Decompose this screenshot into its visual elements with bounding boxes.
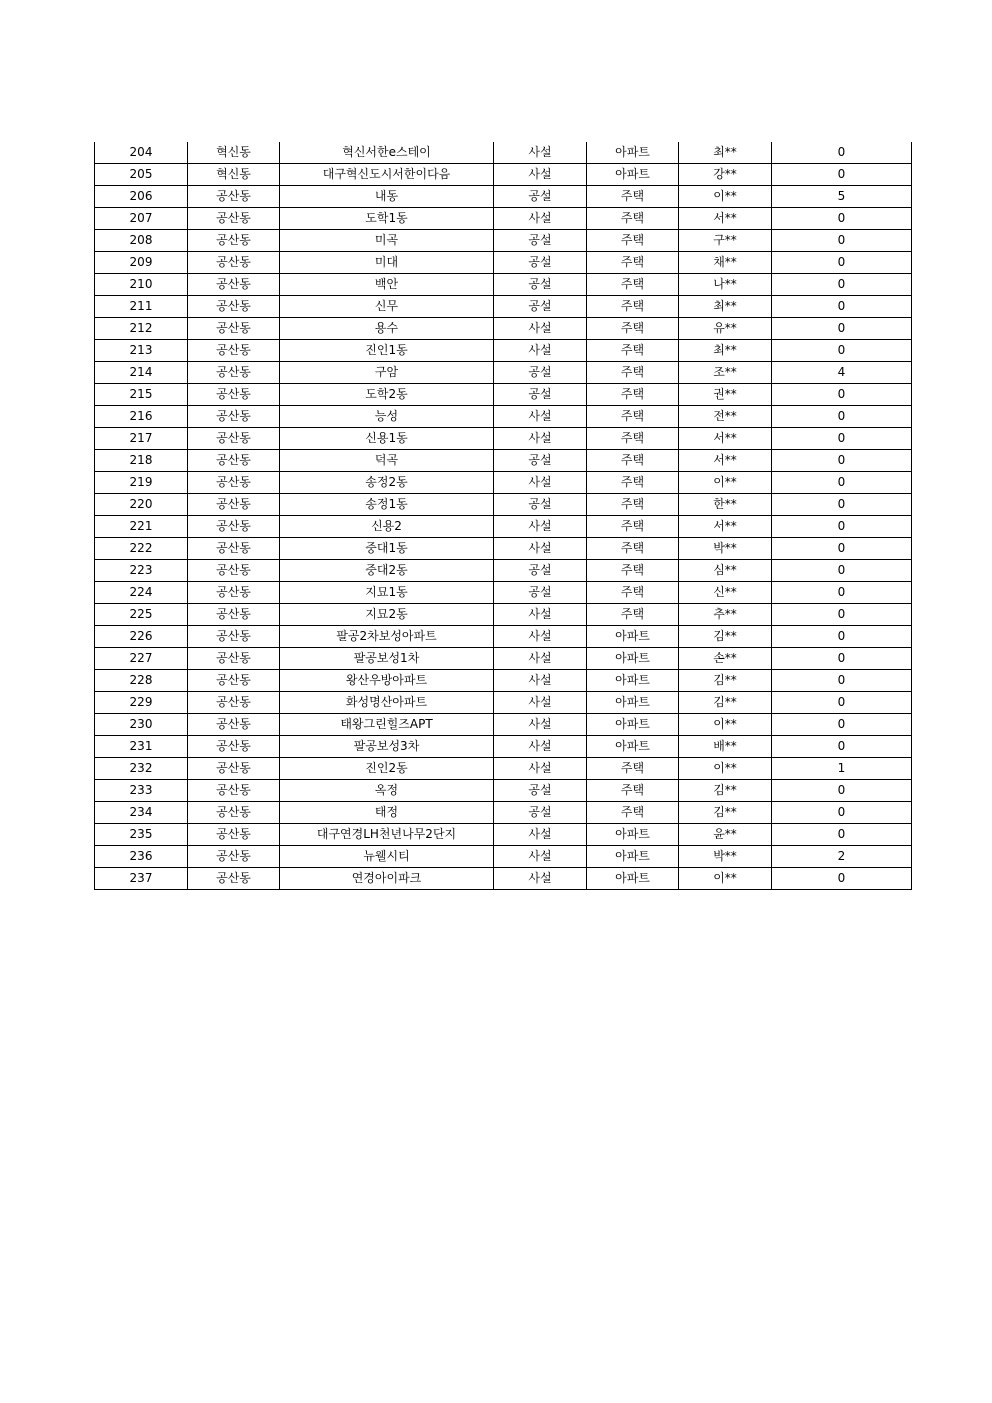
building-type-cell: 아파트 — [587, 824, 679, 846]
row-number-cell: 227 — [95, 648, 188, 670]
manager-name-cell: 손** — [679, 648, 772, 670]
district-cell: 공산동 — [188, 472, 280, 494]
place-name-cell: 진인2동 — [280, 758, 494, 780]
operator-type-cell: 사설 — [494, 692, 587, 714]
manager-name-cell: 최** — [679, 340, 772, 362]
manager-name-cell: 박** — [679, 538, 772, 560]
count-cell: 0 — [772, 692, 912, 714]
operator-type-cell: 공설 — [494, 230, 587, 252]
district-cell: 공산동 — [188, 560, 280, 582]
count-cell: 0 — [772, 450, 912, 472]
place-name-cell: 지묘2동 — [280, 604, 494, 626]
operator-type-cell: 사설 — [494, 824, 587, 846]
manager-name-cell: 강** — [679, 164, 772, 186]
table-row — [95, 802, 912, 824]
district-cell: 공산동 — [188, 846, 280, 868]
building-type-cell: 주택 — [587, 802, 679, 824]
manager-name-cell: 서** — [679, 516, 772, 538]
count-cell: 0 — [772, 604, 912, 626]
operator-type-cell: 사설 — [494, 472, 587, 494]
row-number-cell: 235 — [95, 824, 188, 846]
table-row — [95, 736, 912, 758]
row-number-cell: 232 — [95, 758, 188, 780]
district-cell: 공산동 — [188, 318, 280, 340]
table-row — [95, 406, 912, 428]
building-type-cell: 주택 — [587, 472, 679, 494]
manager-name-cell: 서** — [679, 450, 772, 472]
manager-name-cell: 배** — [679, 736, 772, 758]
operator-type-cell: 공설 — [494, 802, 587, 824]
manager-name-cell: 이** — [679, 758, 772, 780]
district-cell: 공산동 — [188, 802, 280, 824]
row-number-cell: 212 — [95, 318, 188, 340]
manager-name-cell: 김** — [679, 692, 772, 714]
district-cell: 공산동 — [188, 824, 280, 846]
operator-type-cell: 사설 — [494, 846, 587, 868]
count-cell: 0 — [772, 780, 912, 802]
table-row — [95, 538, 912, 560]
building-type-cell: 아파트 — [587, 142, 679, 164]
operator-type-cell: 사설 — [494, 142, 587, 164]
building-type-cell: 주택 — [587, 780, 679, 802]
table-row — [95, 142, 912, 164]
count-cell: 0 — [772, 340, 912, 362]
table-row — [95, 604, 912, 626]
place-name-cell: 중대2동 — [280, 560, 494, 582]
table-row — [95, 274, 912, 296]
row-number-cell: 233 — [95, 780, 188, 802]
row-number-cell: 226 — [95, 626, 188, 648]
row-number-cell: 210 — [95, 274, 188, 296]
row-number-cell: 209 — [95, 252, 188, 274]
district-cell: 공산동 — [188, 340, 280, 362]
table-row — [95, 164, 912, 186]
row-number-cell: 234 — [95, 802, 188, 824]
place-name-cell: 도학2동 — [280, 384, 494, 406]
manager-name-cell: 이** — [679, 472, 772, 494]
manager-name-cell: 김** — [679, 802, 772, 824]
place-name-cell: 태정 — [280, 802, 494, 824]
count-cell: 1 — [772, 758, 912, 780]
row-number-cell: 218 — [95, 450, 188, 472]
row-number-cell: 236 — [95, 846, 188, 868]
building-type-cell: 아파트 — [587, 670, 679, 692]
place-name-cell: 미곡 — [280, 230, 494, 252]
count-cell: 0 — [772, 296, 912, 318]
row-number-cell: 224 — [95, 582, 188, 604]
table-row — [95, 318, 912, 340]
place-name-cell: 신용1동 — [280, 428, 494, 450]
manager-name-cell: 서** — [679, 428, 772, 450]
district-cell: 공산동 — [188, 714, 280, 736]
count-cell: 0 — [772, 670, 912, 692]
manager-name-cell: 최** — [679, 142, 772, 164]
operator-type-cell: 사설 — [494, 758, 587, 780]
building-type-cell: 아파트 — [587, 626, 679, 648]
operator-type-cell: 공설 — [494, 296, 587, 318]
manager-name-cell: 서** — [679, 208, 772, 230]
data-table — [94, 142, 912, 890]
row-number-cell: 222 — [95, 538, 188, 560]
manager-name-cell: 채** — [679, 252, 772, 274]
district-cell: 혁신동 — [188, 164, 280, 186]
manager-name-cell: 전** — [679, 406, 772, 428]
place-name-cell: 옥정 — [280, 780, 494, 802]
row-number-cell: 230 — [95, 714, 188, 736]
operator-type-cell: 사설 — [494, 670, 587, 692]
row-number-cell: 207 — [95, 208, 188, 230]
operator-type-cell: 공설 — [494, 780, 587, 802]
count-cell: 0 — [772, 230, 912, 252]
operator-type-cell: 공설 — [494, 274, 587, 296]
row-number-cell: 206 — [95, 186, 188, 208]
table-row — [95, 494, 912, 516]
district-cell: 공산동 — [188, 186, 280, 208]
table-row — [95, 340, 912, 362]
table-row — [95, 758, 912, 780]
operator-type-cell: 사설 — [494, 208, 587, 230]
manager-name-cell: 박** — [679, 846, 772, 868]
operator-type-cell: 사설 — [494, 736, 587, 758]
table-row — [95, 516, 912, 538]
place-name-cell: 미대 — [280, 252, 494, 274]
district-cell: 공산동 — [188, 538, 280, 560]
operator-type-cell: 사설 — [494, 406, 587, 428]
operator-type-cell: 사설 — [494, 626, 587, 648]
table-row — [95, 868, 912, 890]
table-row — [95, 780, 912, 802]
place-name-cell: 팔공보성1차 — [280, 648, 494, 670]
count-cell: 0 — [772, 494, 912, 516]
place-name-cell: 백안 — [280, 274, 494, 296]
count-cell: 0 — [772, 560, 912, 582]
table-row — [95, 384, 912, 406]
building-type-cell: 주택 — [587, 538, 679, 560]
count-cell: 0 — [772, 868, 912, 890]
operator-type-cell: 공설 — [494, 560, 587, 582]
count-cell: 0 — [772, 736, 912, 758]
place-name-cell: 지묘1동 — [280, 582, 494, 604]
table-row — [95, 450, 912, 472]
table-row — [95, 560, 912, 582]
row-number-cell: 228 — [95, 670, 188, 692]
count-cell: 0 — [772, 252, 912, 274]
count-cell: 2 — [772, 846, 912, 868]
row-number-cell: 231 — [95, 736, 188, 758]
operator-type-cell: 공설 — [494, 252, 587, 274]
table-row — [95, 582, 912, 604]
manager-name-cell: 유** — [679, 318, 772, 340]
district-cell: 공산동 — [188, 362, 280, 384]
table-row — [95, 670, 912, 692]
building-type-cell: 아파트 — [587, 648, 679, 670]
district-cell: 혁신동 — [188, 142, 280, 164]
table-row — [95, 296, 912, 318]
operator-type-cell: 공설 — [494, 362, 587, 384]
building-type-cell: 주택 — [587, 208, 679, 230]
district-cell: 공산동 — [188, 648, 280, 670]
table-row — [95, 824, 912, 846]
building-type-cell: 주택 — [587, 384, 679, 406]
operator-type-cell: 공설 — [494, 384, 587, 406]
count-cell: 0 — [772, 824, 912, 846]
count-cell: 0 — [772, 164, 912, 186]
row-number-cell: 217 — [95, 428, 188, 450]
building-type-cell: 주택 — [587, 604, 679, 626]
district-cell: 공산동 — [188, 384, 280, 406]
manager-name-cell: 심** — [679, 560, 772, 582]
count-cell: 0 — [772, 274, 912, 296]
building-type-cell: 주택 — [587, 362, 679, 384]
building-type-cell: 주택 — [587, 230, 679, 252]
operator-type-cell: 공설 — [494, 582, 587, 604]
building-type-cell: 주택 — [587, 252, 679, 274]
row-number-cell: 223 — [95, 560, 188, 582]
table-row — [95, 362, 912, 384]
district-cell: 공산동 — [188, 670, 280, 692]
place-name-cell: 도학1동 — [280, 208, 494, 230]
row-number-cell: 225 — [95, 604, 188, 626]
place-name-cell: 중대1동 — [280, 538, 494, 560]
building-type-cell: 주택 — [587, 450, 679, 472]
count-cell: 0 — [772, 714, 912, 736]
manager-name-cell: 이** — [679, 714, 772, 736]
place-name-cell: 팔공보성3차 — [280, 736, 494, 758]
building-type-cell: 주택 — [587, 406, 679, 428]
operator-type-cell: 사설 — [494, 604, 587, 626]
table-row — [95, 714, 912, 736]
count-cell: 0 — [772, 538, 912, 560]
district-cell: 공산동 — [188, 230, 280, 252]
count-cell: 0 — [772, 384, 912, 406]
district-cell: 공산동 — [188, 758, 280, 780]
count-cell: 0 — [772, 142, 912, 164]
count-cell: 0 — [772, 626, 912, 648]
district-cell: 공산동 — [188, 406, 280, 428]
table-row — [95, 472, 912, 494]
place-name-cell: 능성 — [280, 406, 494, 428]
operator-type-cell: 공설 — [494, 450, 587, 472]
table-body — [95, 142, 912, 890]
operator-type-cell: 사설 — [494, 538, 587, 560]
manager-name-cell: 김** — [679, 670, 772, 692]
table-row — [95, 648, 912, 670]
table-row — [95, 428, 912, 450]
row-number-cell: 220 — [95, 494, 188, 516]
building-type-cell: 아파트 — [587, 692, 679, 714]
manager-name-cell: 신** — [679, 582, 772, 604]
row-number-cell: 216 — [95, 406, 188, 428]
row-number-cell: 237 — [95, 868, 188, 890]
row-number-cell: 204 — [95, 142, 188, 164]
place-name-cell: 혁신서한e스테이 — [280, 142, 494, 164]
table-row — [95, 692, 912, 714]
district-cell: 공산동 — [188, 868, 280, 890]
district-cell: 공산동 — [188, 692, 280, 714]
manager-name-cell: 권** — [679, 384, 772, 406]
building-type-cell: 주택 — [587, 296, 679, 318]
operator-type-cell: 사설 — [494, 318, 587, 340]
district-cell: 공산동 — [188, 626, 280, 648]
district-cell: 공산동 — [188, 780, 280, 802]
district-cell: 공산동 — [188, 274, 280, 296]
place-name-cell: 대구혁신도시서한이다음 — [280, 164, 494, 186]
table-row — [95, 208, 912, 230]
building-type-cell: 주택 — [587, 428, 679, 450]
place-name-cell: 덕곡 — [280, 450, 494, 472]
place-name-cell: 팔공2차보성아파트 — [280, 626, 494, 648]
place-name-cell: 내동 — [280, 186, 494, 208]
building-type-cell: 주택 — [587, 318, 679, 340]
operator-type-cell: 공설 — [494, 494, 587, 516]
count-cell: 0 — [772, 208, 912, 230]
row-number-cell: 214 — [95, 362, 188, 384]
place-name-cell: 화성명산아파트 — [280, 692, 494, 714]
manager-name-cell: 한** — [679, 494, 772, 516]
manager-name-cell: 최** — [679, 296, 772, 318]
district-cell: 공산동 — [188, 494, 280, 516]
count-cell: 0 — [772, 648, 912, 670]
count-cell: 5 — [772, 186, 912, 208]
building-type-cell: 주택 — [587, 758, 679, 780]
building-type-cell: 주택 — [587, 186, 679, 208]
place-name-cell: 왕산우방아파트 — [280, 670, 494, 692]
building-type-cell: 주택 — [587, 582, 679, 604]
place-name-cell: 신무 — [280, 296, 494, 318]
row-number-cell: 213 — [95, 340, 188, 362]
row-number-cell: 208 — [95, 230, 188, 252]
place-name-cell: 용수 — [280, 318, 494, 340]
count-cell: 0 — [772, 472, 912, 494]
count-cell: 0 — [772, 582, 912, 604]
row-number-cell: 205 — [95, 164, 188, 186]
manager-name-cell: 추** — [679, 604, 772, 626]
district-cell: 공산동 — [188, 450, 280, 472]
manager-name-cell: 김** — [679, 626, 772, 648]
building-type-cell: 주택 — [587, 494, 679, 516]
place-name-cell: 연경아이파크 — [280, 868, 494, 890]
building-type-cell: 아파트 — [587, 164, 679, 186]
row-number-cell: 211 — [95, 296, 188, 318]
table-row — [95, 846, 912, 868]
building-type-cell: 주택 — [587, 560, 679, 582]
building-type-cell: 아파트 — [587, 868, 679, 890]
manager-name-cell: 윤** — [679, 824, 772, 846]
building-type-cell: 주택 — [587, 516, 679, 538]
operator-type-cell: 사설 — [494, 428, 587, 450]
operator-type-cell: 사설 — [494, 340, 587, 362]
count-cell: 0 — [772, 516, 912, 538]
district-cell: 공산동 — [188, 604, 280, 626]
place-name-cell: 송정1동 — [280, 494, 494, 516]
district-cell: 공산동 — [188, 736, 280, 758]
manager-name-cell: 나** — [679, 274, 772, 296]
manager-name-cell: 이** — [679, 186, 772, 208]
building-type-cell: 주택 — [587, 340, 679, 362]
manager-name-cell: 김** — [679, 780, 772, 802]
count-cell: 0 — [772, 406, 912, 428]
operator-type-cell: 사설 — [494, 164, 587, 186]
table-row — [95, 186, 912, 208]
district-cell: 공산동 — [188, 296, 280, 318]
building-type-cell: 주택 — [587, 274, 679, 296]
table-row — [95, 626, 912, 648]
district-cell: 공산동 — [188, 428, 280, 450]
operator-type-cell: 사설 — [494, 648, 587, 670]
place-name-cell: 뉴웰시티 — [280, 846, 494, 868]
building-type-cell: 아파트 — [587, 846, 679, 868]
manager-name-cell: 이** — [679, 868, 772, 890]
building-type-cell: 아파트 — [587, 736, 679, 758]
row-number-cell: 215 — [95, 384, 188, 406]
row-number-cell: 229 — [95, 692, 188, 714]
manager-name-cell: 조** — [679, 362, 772, 384]
place-name-cell: 신용2 — [280, 516, 494, 538]
district-cell: 공산동 — [188, 208, 280, 230]
place-name-cell: 구암 — [280, 362, 494, 384]
building-type-cell: 아파트 — [587, 714, 679, 736]
operator-type-cell: 공설 — [494, 186, 587, 208]
operator-type-cell: 사설 — [494, 714, 587, 736]
row-number-cell: 219 — [95, 472, 188, 494]
place-name-cell: 대구연경LH천년나무2단지 — [280, 824, 494, 846]
district-cell: 공산동 — [188, 252, 280, 274]
district-cell: 공산동 — [188, 582, 280, 604]
row-number-cell: 221 — [95, 516, 188, 538]
district-cell: 공산동 — [188, 516, 280, 538]
operator-type-cell: 사설 — [494, 516, 587, 538]
count-cell: 0 — [772, 802, 912, 824]
table-row — [95, 252, 912, 274]
place-name-cell: 송정2동 — [280, 472, 494, 494]
count-cell: 0 — [772, 318, 912, 340]
count-cell: 0 — [772, 428, 912, 450]
table-row — [95, 230, 912, 252]
place-name-cell: 진인1동 — [280, 340, 494, 362]
operator-type-cell: 사설 — [494, 868, 587, 890]
count-cell: 4 — [772, 362, 912, 384]
place-name-cell: 태왕그린힐즈APT — [280, 714, 494, 736]
manager-name-cell: 구** — [679, 230, 772, 252]
